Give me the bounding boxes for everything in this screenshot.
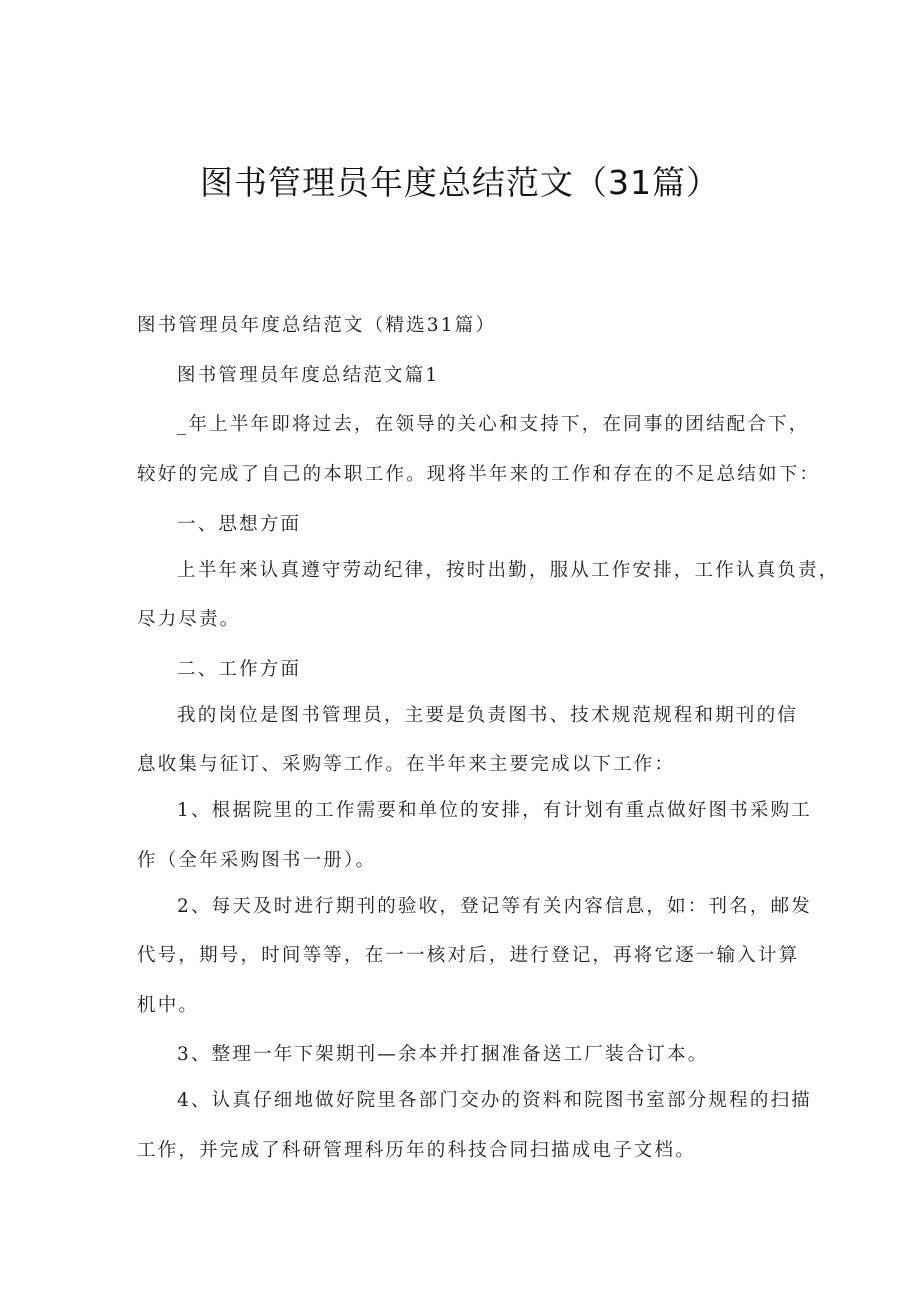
list-item-line: 作（全年采购图书一册）。 <box>137 850 377 871</box>
list-item-line: 4、认真仔细地做好院里各部门交办的资料和院图书室部分规程的扫描 <box>177 1090 812 1111</box>
paragraph-line: _年上半年即将过去，在领导的关心和支持下，在同事的团结配合下， <box>177 414 810 435</box>
paragraph-line: 尽力尽责。 <box>137 609 241 630</box>
paragraph-line: 我的岗位是图书管理员，主要是负责图书、技术规范规程和期刊的信 <box>177 705 799 726</box>
list-item-line: 工作，并完成了科研管理科历年的科技合同扫描成电子文档。 <box>137 1140 696 1161</box>
document-title: 图书管理员年度总结范文（31篇） <box>200 163 720 202</box>
list-item-line: 代号，期号，时间等等，在一一核对后，进行登记，再将它逐一输入计算 <box>137 945 800 966</box>
subheading-line: 二、工作方面 <box>177 659 302 680</box>
paragraph-line: 上半年来认真遵守劳动纪律，按时出勤，服从工作安排，工作认真负责， <box>177 560 840 581</box>
paragraph-line: 较好的完成了自己的本职工作。现将半年来的工作和存在的不足总结如下： <box>137 464 821 485</box>
list-item-line: 3、整理一年下架期刊—余本并打捆准备送工厂装合订本。 <box>177 1044 709 1065</box>
list-item-line: 1、根据院里的工作需要和单位的安排，有计划有重点做好图书采购工 <box>177 800 812 821</box>
list-item-line: 机中。 <box>137 995 200 1016</box>
section-heading: 图书管理员年度总结范文篇1 <box>177 365 440 386</box>
subheading-line: 一、思想方面 <box>177 514 302 535</box>
paragraph-line: 息收集与征订、采购等工作。在半年来主要完成以下工作： <box>137 754 676 775</box>
subtitle-line: 图书管理员年度总结范文（精选31篇） <box>137 315 497 336</box>
list-item-line: 2、每天及时进行期刊的验收，登记等有关内容信息，如：刊名，邮发 <box>177 896 812 917</box>
